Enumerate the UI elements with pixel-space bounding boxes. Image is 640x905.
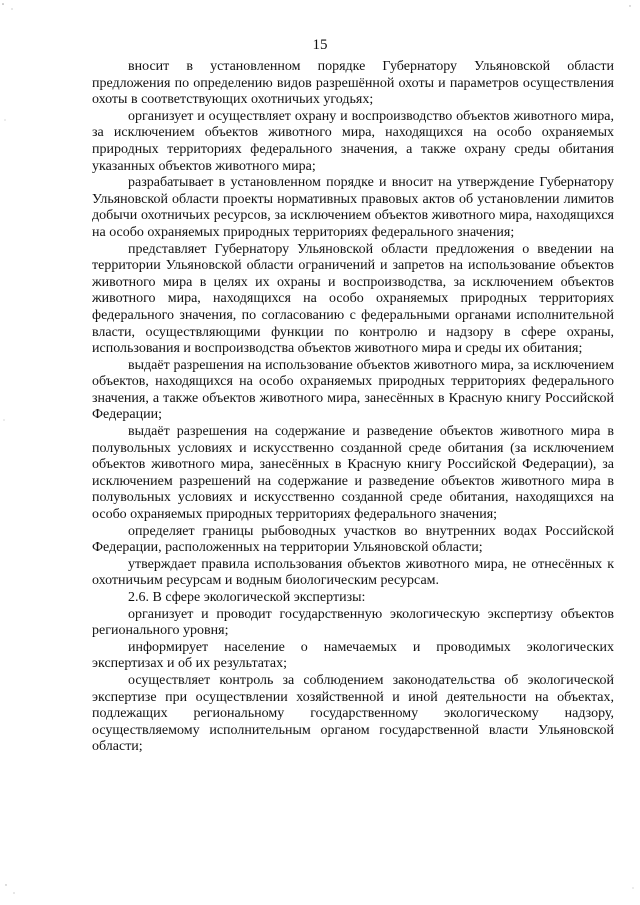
page-number: 15 — [312, 37, 328, 53]
section-heading-2-6: 2.6. В сфере экологической экспертизы: — [128, 590, 366, 605]
paragraph-4: представляет Губернатору Ульяновской области предложения о введении на территории Ульяновской области ограничений и запретов на использование объектов животного мира в целях их охраны и воспроизводства, за исключением объектов животного мира, находящихся на особо охраняемых природных территориях федерального значения, по согласованию с федеральными органами исполнительной власти, осуществляющими функции по контролю и надзору в сфере охраны, использования и воспроизводства объектов животного мира и среды их обитания; — [92, 241, 614, 357]
paragraph-3: разрабатывает в установленном порядке и вносит на утверждение Губернатору Ульяновской области проекты нормативных правовых актов об установлении лимитов добычи охотничьих ресурсов, за исключением объектов животного мира, находящихся на особо охраняемых природных территориях федерального значения; — [92, 175, 614, 240]
paragraph-8: утверждает правила использования объектов животного мира, не отнесённых к охотничьим ресурсам и водным биологическим ресурсам. — [92, 556, 614, 589]
paragraph-2: организует и осуществляет охрану и воспроизводство объектов животного мира, за исключением объектов животного мира, находящихся на особо охраняемых природных территориях федерального значения, а также охрану среды обитания указанных объектов животного мира; — [92, 108, 614, 174]
paragraph-11: информирует население о намечаемых и проводимых экологических экспертизах и об их результатах; — [92, 639, 614, 672]
document-body — [92, 59, 614, 756]
paragraph-12: осуществляет контроль за соблюдением законодательства об экологической экспертизе при осуществлении хозяйственной и иной деятельности на объектах, подлежащих региональному государственному экологическому надзору, осуществляемому исполнительным органом государственной власти Ульяновской области; — [92, 672, 614, 755]
paragraph-10: организует и проводит государственную экологическую экспертизу объектов регионального уровня; — [92, 606, 614, 639]
paragraph-6: выдаёт разрешения на содержание и разведение объектов животного мира в полувольных условиях и искусственно созданной среде обитания (за исключением объектов животного мира, занесённых в Красную книгу Российской Федерации), за исключением разрешений на содержание и разведение объектов животного мира в полувольных условиях и искусственно созданной среде обитания, находящихся на особо охраняемых природных территориях федерального значения; — [92, 424, 614, 523]
paragraph-7: определяет границы рыбоводных участков во внутренних водах Российской Федерации, расположенных на территории Ульяновской области; — [92, 523, 614, 556]
paragraph-5: выдаёт разрешения на использование объектов животного мира, за исключением объектов, находящихся на особо охраняемых природных территориях федерального значения, а также объектов животного мира, занесённых в Красную книгу Российской Федерации; — [92, 357, 614, 423]
paragraph-1: вносит в установленном порядке Губернатору Ульяновской области предложения по определению видов разрешённой охоты и параметров осуществления охоты в соответствующих охотничьих угодьях; — [92, 59, 614, 108]
